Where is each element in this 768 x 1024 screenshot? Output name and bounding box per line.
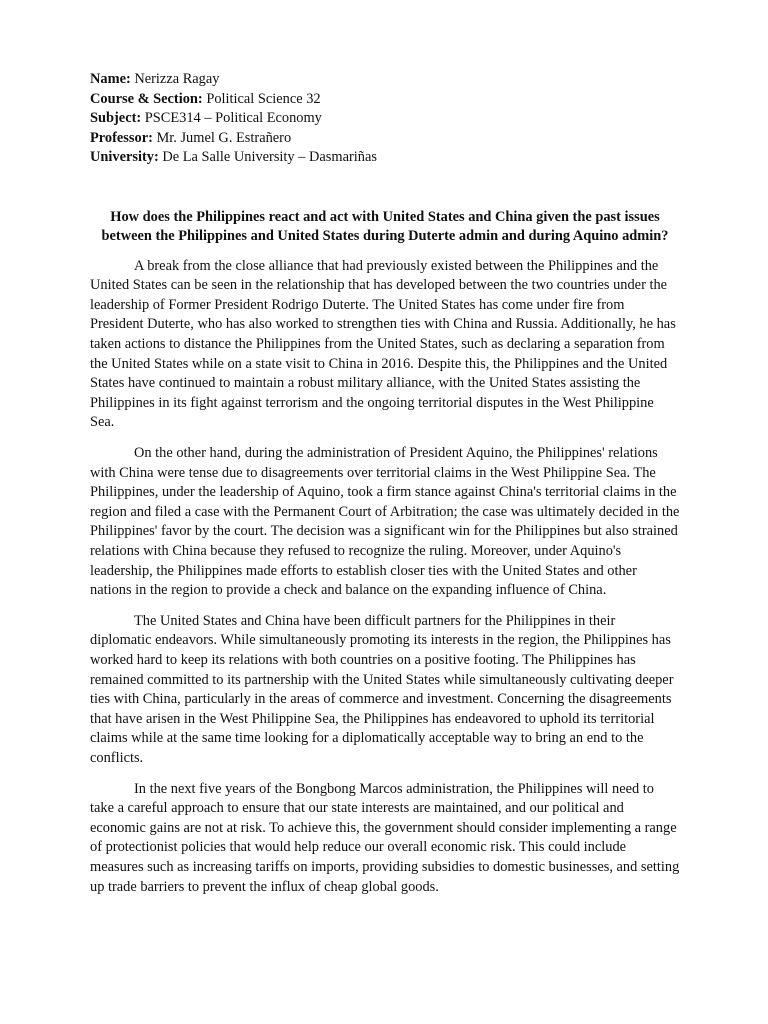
paragraph-3: The United States and China have been difficult partners for the Philippines in their diplomatic endeavors. While simultaneously promoting its interests in the region, the Philippines has worked hard to keep its relations with both countries on a positive footing. The Philippines has remained committed to its partnership with the United States while simultaneously cultivating deeper ties with China, particularly in the areas of commerce and investment. Concerning the disagreements that have arisen in the West Philippine Sea, the Philippines has endeavored to uphold its territorial claims while at the same time looking for a diplomatically acceptable way to bring an end to the conflicts.: [90, 612, 674, 766]
professor-label: Professor:: [90, 129, 153, 146]
professor-value: Mr. Jumel G. Estrañero: [152, 129, 292, 146]
subject-line: [90, 109, 680, 129]
paragraph-4: In the next five years of the Bongbong Marcos administration, the Philippines will need to take a careful approach to ensure that our state interests are maintained, and our political and economic gains are not at risk. To achieve this, the government should consider implementing a range of protectionist policies that would help reduce our overall economic risk. This could include measures such as increasing tariffs on imports, providing subsidies to domestic businesses, and setting up trade barriers to prevent the influx of cheap global goods.: [90, 780, 680, 895]
course-line: [90, 90, 680, 110]
university-line: [90, 148, 680, 168]
name-label: Name:: [90, 71, 131, 87]
document-header: [90, 70, 680, 168]
document-page: [90, 70, 680, 908]
paragraph-1: A break from the close alliance that had previously existed between the Philippines and the United States can be seen in the relationship that has developed between the two countries under the leadership of Former President Rodrigo Duterte. The United States has come under fire from President Duterte, who has also worked to strengthen ties with China and Russia. Additionally, he has taken actions to distance the Philippines from the United States, such as declaring a separation from the United States while on a state visit to China in 2016. Despite this, the Philippines and the United States have continued to maintain a robust military alliance, with the United States assisting the Philippines in its fight against terrorism and the ongoing territorial disputes in the West Philippine Sea.: [90, 257, 676, 431]
university-label: University:: [90, 149, 159, 165]
essay-body: [90, 257, 680, 897]
course-label: Course & Section:: [90, 90, 203, 107]
university-value: De La Salle University – Dasmariñas: [158, 149, 377, 165]
subject-value: PSCE314 – Political Economy: [141, 110, 322, 126]
name-line: [90, 70, 680, 90]
paragraph-2: On the other hand, during the administration of President Aquino, the Philippines' relations with China were tense due to disagreements over territorial claims in the West Philippine Sea. The Philippines, under the leadership of Aquino, took a firm stance against China's territorial claims in the region and filed a case with the Permanent Court of Arbitration; the case was ultimately decided in the Philippines' favor by the court. The decision was a significant win for the Philippines but also strained relations with China because they refused to recognize the ruling. Moreover, under Aquino's leadership, the Philippines made efforts to establish closer ties with the United States and other nations in the region to provide a check and balance on the expanding influence of China.: [90, 445, 680, 599]
essay-title: How does the Philippines react and act with United States and China given the past issues between the Philippines and United States during Duterte admin and during Aquino admin?: [101, 208, 669, 245]
course-value: Political Science 32: [202, 90, 321, 107]
name-value: Nerizza Ragay: [130, 71, 220, 87]
professor-line: [90, 129, 680, 149]
subject-label: Subject:: [90, 110, 142, 126]
